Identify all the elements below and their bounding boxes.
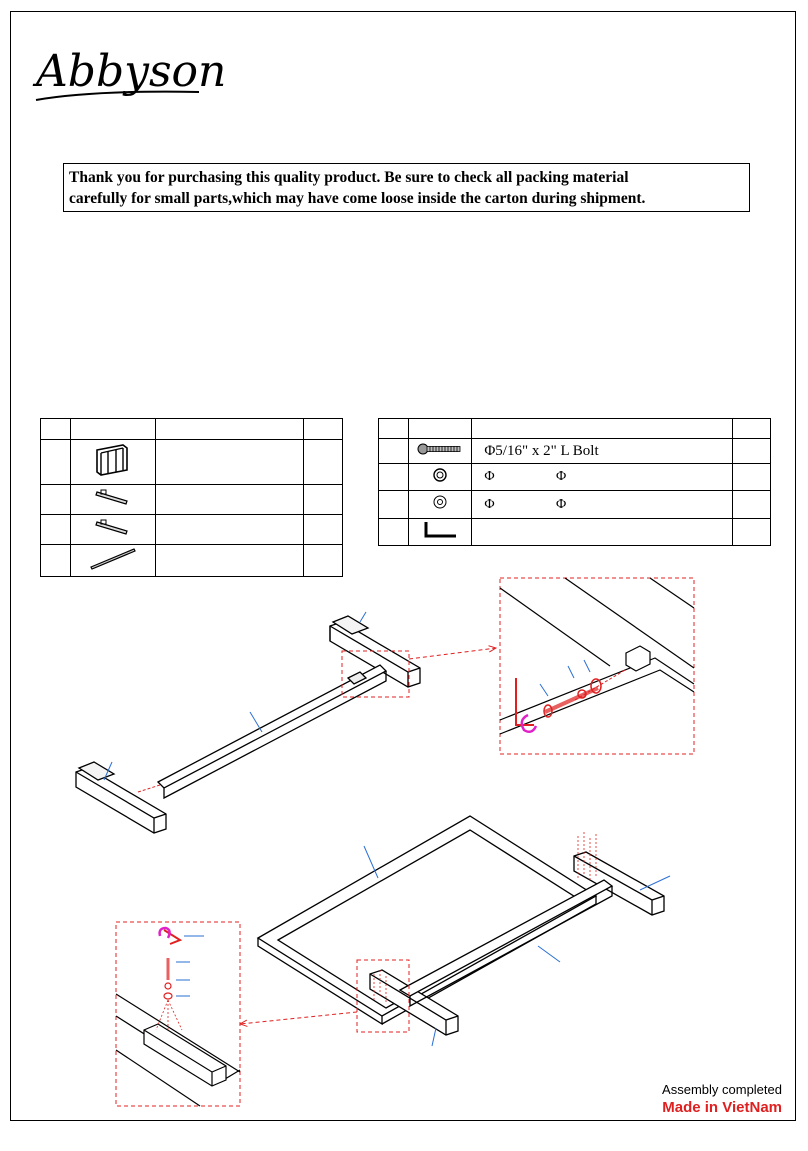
assembly-completed-label: Assembly completed: [662, 1082, 782, 1097]
lock-washer-icon: [432, 467, 448, 483]
lock-washer-phi-a: Φ: [484, 469, 495, 484]
packing-notice: [63, 163, 750, 212]
bracket-icon: [93, 517, 133, 537]
table-row: [379, 491, 771, 519]
logo-text: Abbyson: [36, 46, 227, 97]
table-row: [379, 439, 771, 464]
table-row: [41, 485, 343, 515]
flat-washer-icon: [432, 494, 448, 510]
assembly-diagram: [0, 560, 808, 1120]
frame-panel-icon: [93, 442, 133, 478]
table-row: [41, 440, 343, 485]
notice-line-1: Thank you for purchasing this quality product. Be sure to check all packing material: [69, 169, 629, 186]
abbyson-logo: [34, 34, 227, 114]
table-row: [379, 519, 771, 546]
step1-base-assembly: [76, 616, 420, 833]
table-row: [41, 515, 343, 545]
bracket-icon: [93, 487, 133, 507]
parts-table: [40, 418, 343, 577]
allen-key-icon: [420, 520, 460, 540]
hardware-table: [378, 418, 771, 546]
bolt-icon: [416, 442, 464, 456]
flat-washer-phi-b: Φ: [556, 496, 567, 512]
step2-frame-assembly: [258, 816, 664, 1035]
detail-inset-1: [500, 578, 694, 754]
table-row: [379, 464, 771, 491]
detail-inset-2: [116, 922, 240, 1106]
bolt-description: Φ5/16" x 2" L Bolt: [472, 439, 732, 464]
flat-washer-phi-a: Φ: [484, 496, 495, 512]
notice-line-2: carefully for small parts,which may have come loose inside the carton during shipment.: [69, 190, 646, 207]
made-in-label: Made in VietNam: [662, 1099, 782, 1116]
lock-washer-phi-b: Φ: [556, 469, 567, 484]
